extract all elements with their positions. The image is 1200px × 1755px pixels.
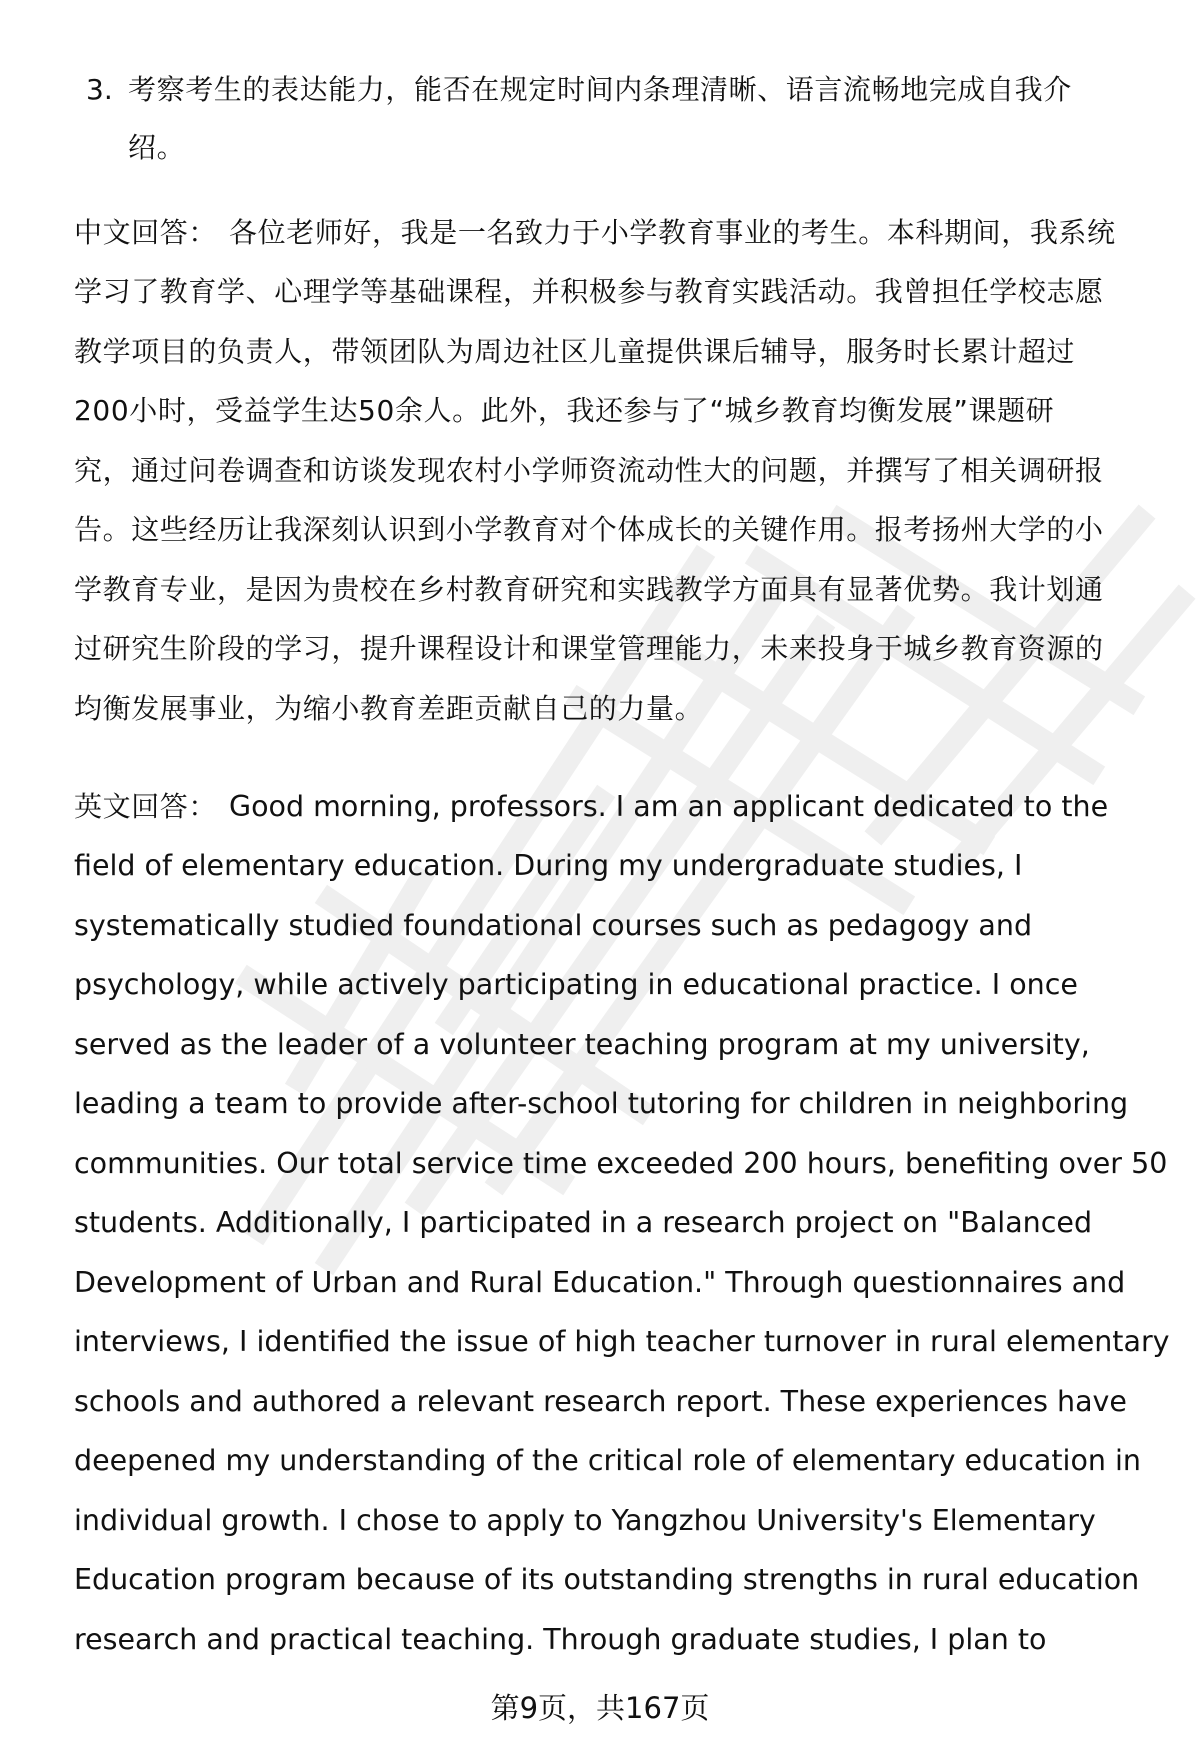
paragraph-line: Education program because of its outstanding strengths in rural education [74,1563,1140,1596]
list-item-line: 考察考生的表达能力，能否在规定时间内条理清晰、语言流畅地完成自我介 [128,73,1072,106]
paragraph-line: Good morning, professors. I am an applicant dedicated to the [229,790,1109,823]
paragraph-line: psychology, while actively participating in educational practice. I once [74,968,1078,1001]
paragraph-line: communities. Our total service time exceeded 200 hours, benefiting over 50 [74,1147,1168,1180]
chinese-answer-label: 中文回答： [74,216,218,249]
paragraph-line: interviews, I identified the issue of high teacher turnover in rural elementary [74,1325,1170,1358]
paragraph-line: research and practical teaching. Through graduate studies, I plan to [74,1623,1047,1656]
paragraph-line: 200小时，受益学生达50余人。此外，我还参与了“城乡教育均衡发展”课题研 [74,394,1055,427]
paragraph-line: 学习了教育学、心理学等基础课程，并积极参与教育实践活动。我曾担任学校志愿 [74,275,1104,308]
paragraph-line: 学教育专业，是因为贵校在乡村教育研究和实践教学方面具有显著优势。我计划通 [74,573,1104,606]
paragraph-line: leading a team to provide after-school tutoring for children in neighboring [74,1087,1129,1120]
english-answer-first-line [74,787,1108,827]
paragraph-line: Development of Urban and Rural Education." Through questionnaires and [74,1266,1126,1299]
paragraph-line: schools and authored a relevant research report. These experiences have [74,1385,1127,1418]
english-answer-label: 英文回答： [74,790,218,823]
paragraph-line: 各位老师好，我是一名致力于小学教育事业的考生。本科期间，我系统 [229,216,1116,249]
paragraph-line: systematically studied foundational courses such as pedagogy and [74,909,1033,942]
paragraph-line: field of elementary education. During my undergraduate studies, I [74,849,1023,882]
paragraph-line: deepened my understanding of the critical role of elementary education in [74,1444,1141,1477]
list-item-line: 绍。 [128,131,186,164]
paragraph-line: 教学项目的负责人，带领团队为周边社区儿童提供课后辅导，服务时长累计超过 [74,335,1076,368]
paragraph-line: 告。这些经历让我深刻认识到小学教育对个体成长的关键作用。报考扬州大学的小 [74,513,1104,546]
paragraph-line: individual growth. I chose to apply to Yangzhou University's Elementary [74,1504,1096,1537]
paragraph-line: 均衡发展事业，为缩小教育差距贡献自己的力量。 [74,692,704,725]
page-indicator: 第9页，共167页 [490,1691,710,1725]
paragraph-line: 过研究生阶段的学习，提升课程设计和课堂管理能力，未来投身于城乡教育资源的 [74,632,1104,665]
paragraph-line: students. Additionally, I participated in a research project on "Balanced [74,1206,1093,1239]
paragraph-line: 究，通过问卷调查和访谈发现农村小学师资流动性大的问题，并撰写了相关调研报 [74,454,1104,487]
list-number: 3. [86,73,113,106]
chinese-answer-first-line [74,213,1116,253]
paragraph-line: served as the leader of a volunteer teaching program at my university, [74,1028,1090,1061]
